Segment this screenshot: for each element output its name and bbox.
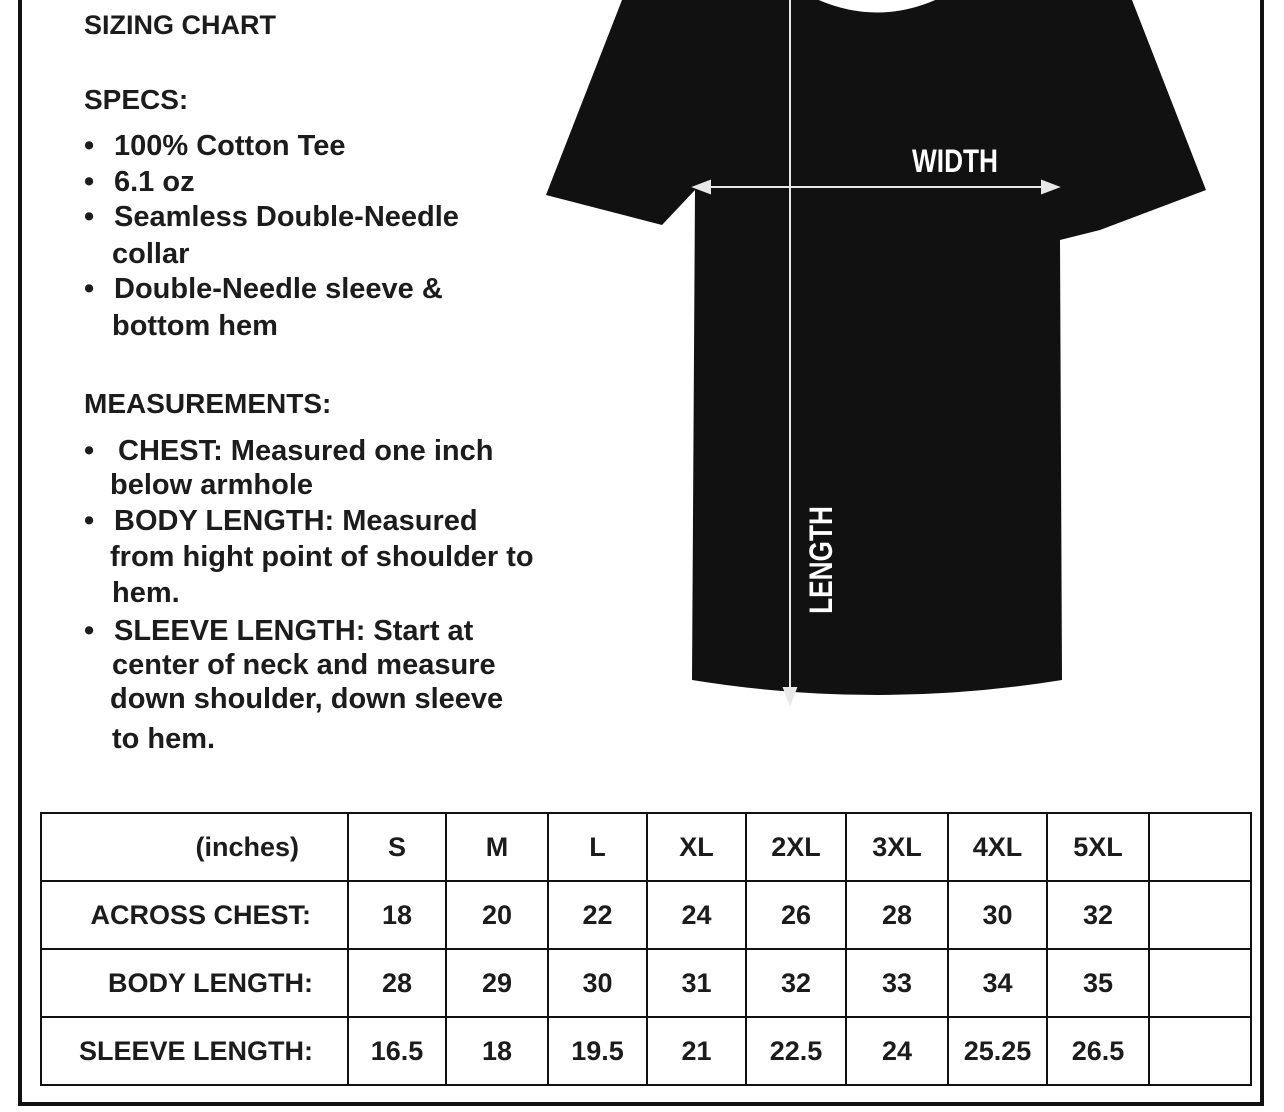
table-cell: 25.25 — [948, 1017, 1047, 1085]
table-cell: 30 — [548, 949, 647, 1017]
length-arrow-head — [784, 688, 796, 704]
specs-bullet: • — [84, 166, 95, 198]
table-cell: 20 — [446, 881, 548, 949]
measurements-line: to hem. — [112, 723, 216, 755]
table-cell: 18 — [348, 881, 446, 949]
size-header-cell: 3XL — [846, 813, 948, 881]
table-cell: 35 — [1047, 949, 1149, 1017]
unit-label: (inches) — [41, 813, 348, 881]
size-header-cell: S — [348, 813, 446, 881]
measurements-line: SLEEVE LENGTH: Start at — [114, 615, 474, 647]
size-header-cell: 2XL — [746, 813, 846, 881]
size-header-cell — [1149, 813, 1251, 881]
table-cell: 32 — [1047, 881, 1149, 949]
specs-line: collar — [112, 238, 190, 270]
measurements-heading: MEASUREMENTS: — [84, 388, 332, 419]
table-cell: 33 — [846, 949, 948, 1017]
table-cell: 21 — [647, 1017, 746, 1085]
page-title: SIZING CHART — [84, 10, 276, 40]
specs-heading: SPECS: — [84, 84, 189, 115]
size-header-cell: 4XL — [948, 813, 1047, 881]
width-label: WIDTH — [912, 144, 998, 180]
specs-line: 100% Cotton Tee — [114, 130, 346, 162]
table-cell: 24 — [647, 881, 746, 949]
table-cell: 32 — [746, 949, 846, 1017]
size-header-cell: 5XL — [1047, 813, 1149, 881]
size-header-cell: XL — [647, 813, 746, 881]
size-table — [40, 812, 1252, 1086]
table-cell: 30 — [948, 881, 1047, 949]
specs-line: bottom hem — [112, 310, 278, 342]
row-label: SLEEVE LENGTH: — [41, 1017, 348, 1085]
table-row — [41, 881, 1251, 949]
measurements-bullet: • — [84, 435, 95, 467]
length-label: LENGTH — [804, 506, 840, 614]
row-label: ACROSS CHEST: — [41, 881, 348, 949]
table-cell: 24 — [846, 1017, 948, 1085]
tshirt-diagram — [540, 0, 1220, 720]
table-cell — [1149, 949, 1251, 1017]
table-cell: 34 — [948, 949, 1047, 1017]
table-cell: 28 — [846, 881, 948, 949]
measurements-bullet: • — [84, 505, 95, 537]
specs-bullet: • — [84, 130, 95, 162]
table-cell — [1149, 881, 1251, 949]
tshirt-shape — [546, 0, 1206, 695]
size-header-cell: M — [446, 813, 548, 881]
table-cell — [1149, 1017, 1251, 1085]
row-label: BODY LENGTH: — [41, 949, 348, 1017]
measurements-line: down shoulder, down sleeve — [110, 683, 504, 715]
table-cell: 19.5 — [548, 1017, 647, 1085]
size-header-row — [41, 813, 1251, 881]
measurements-line: CHEST: Measured one inch — [118, 435, 494, 467]
table-cell: 18 — [446, 1017, 548, 1085]
measurements-line: center of neck and measure — [112, 649, 496, 681]
measurements-line: below armhole — [110, 469, 314, 501]
table-cell: 22.5 — [746, 1017, 846, 1085]
table-cell: 29 — [446, 949, 548, 1017]
measurements-line: hem. — [112, 577, 180, 609]
table-cell: 31 — [647, 949, 746, 1017]
table-cell: 16.5 — [348, 1017, 446, 1085]
measurements-line: from hight point of shoulder to — [110, 541, 534, 573]
specs-line: Seamless Double-Needle — [114, 201, 459, 233]
table-cell: 22 — [548, 881, 647, 949]
specs-line: 6.1 oz — [114, 166, 195, 198]
table-cell: 26 — [746, 881, 846, 949]
measurements-bullet: • — [84, 615, 95, 647]
table-row — [41, 1017, 1251, 1085]
specs-bullet: • — [84, 201, 95, 233]
table-row — [41, 949, 1251, 1017]
specs-bullet: • — [84, 273, 95, 305]
table-cell: 28 — [348, 949, 446, 1017]
measurements-line: BODY LENGTH: Measured — [114, 505, 478, 537]
specs-line: Double-Needle sleeve & — [114, 273, 443, 305]
size-header-cell: L — [548, 813, 647, 881]
table-cell: 26.5 — [1047, 1017, 1149, 1085]
